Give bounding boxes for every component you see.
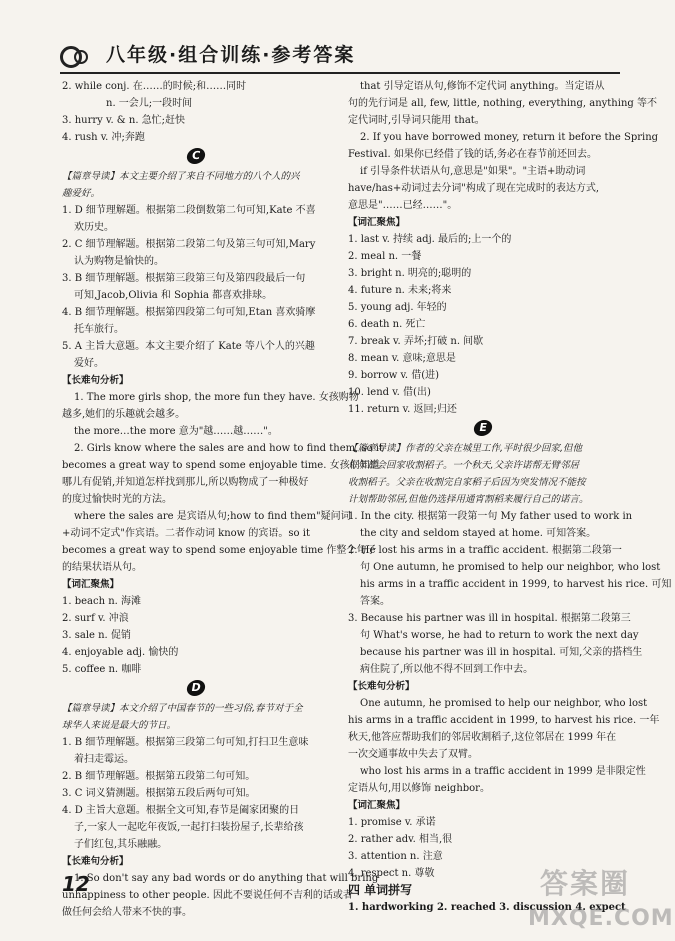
text-line: 4. respect n. 尊敬 (348, 868, 435, 879)
text-line: 每年都会回家收割稻子。一个秋天,父亲许诺帮无臂邻居 (348, 460, 580, 471)
section-heading: 【长难句分析】 (62, 856, 129, 867)
watermark-line2: MXQE.COM (528, 906, 674, 931)
section-heading: 【长难句分析】 (62, 375, 129, 386)
section-heading: 【词汇聚焦】 (348, 800, 406, 811)
text-line: 5. A 主旨大意题。本文主要介绍了 Kate 等八个人的兴趣 (62, 341, 315, 352)
text-line: One autumn, he promised to help our neighbor, who lost (360, 698, 648, 709)
text-line: 2. Girls know where the sales are and how to find them, so it (74, 443, 384, 454)
section-heading: 【长难句分析】 (348, 681, 415, 692)
text-line: if 引导条件状语从句,意思是"如果"。"主语+助动词 (360, 166, 586, 177)
text-line: 子们红包,其乐融融。 (74, 839, 168, 850)
text-line: 病住院了,所以他不得不回到工作中去。 (360, 664, 534, 675)
exercise-heading: 四 单词拼写 (348, 883, 413, 897)
text-line: who lost his arms in a traffic accident in 1999 是非限定性 (360, 766, 646, 777)
text-line: 的度过愉快时光的方法。 (62, 494, 172, 505)
text-line: 3. bright n. 明亮的;聪明的 (348, 268, 472, 279)
text-line: 5. young adj. 年轻的 (348, 302, 447, 313)
text-line: becomes a great way to spend some enjoyable time 作整个句子 (62, 545, 377, 556)
text-line: 4. rush v. 冲;奔跑 (62, 132, 145, 143)
page-header (60, 36, 620, 76)
text-line: 10. lend v. 借(出) (348, 387, 431, 398)
text-line: 趣爱好。 (62, 188, 101, 199)
text-line: 11. return v. 返回;归还 (348, 404, 457, 415)
text-line: 2. C 细节理解题。根据第二段第二句及第三句可知,Mary (62, 239, 316, 250)
passage-marker-label: C (186, 148, 207, 164)
text-line: Festival. 如果你已经借了钱的话,务必在春节前还回去。 (348, 149, 598, 160)
text-line: 意思是"……已经……"。 (348, 200, 458, 211)
text-line: 1. hardworking 2. reached 3. discussion 4. expect (348, 902, 626, 913)
text-line: 一次交通事故中失去了双臂。 (348, 749, 478, 760)
text-line: 句的先行词是 all, few, little, nothing, everything, anything 等不 (348, 98, 657, 109)
text-line: 3. sale n. 促销 (62, 630, 131, 641)
text-line: 球华人来说是最大的节日。 (62, 720, 177, 731)
text-line: 定代词时,引导词只能用 that。 (348, 115, 485, 126)
text-line: 【篇章导读】本文介绍了中国春节的一些习俗,春节对于全 (62, 703, 303, 714)
text-line: 爱好。 (74, 358, 104, 369)
passage-marker (62, 680, 330, 698)
text-line: 收割稻子。父亲在收割完自家稻子后因为突发情况不能按 (348, 477, 586, 488)
text-line: 【篇章导读】作者的父亲在城里工作,平时很少回家,但他 (348, 443, 583, 454)
text-line: 句 What's worse, he had to return to work the next day (360, 630, 639, 641)
page-number: 12 (62, 872, 90, 896)
text-line: 3. B 细节理解题。根据第三段第三句及第四段最后一句 (62, 273, 306, 284)
text-line: 句 One autumn, he promised to help our neighbor, who lost (360, 562, 661, 573)
section-heading: 【词汇聚焦】 (348, 217, 406, 228)
text-line: 答案。 (360, 596, 390, 607)
text-line: 5. coffee n. 咖啡 (62, 664, 142, 675)
text-line: 2. He lost his arms in a traffic accident. 根据第二段第一 (348, 545, 622, 556)
text-line: 着扫走霉运。 (74, 754, 134, 765)
text-line: 托车旅行。 (74, 324, 124, 335)
logo-ring-icon (74, 50, 88, 64)
passage-marker-label: E (473, 420, 494, 436)
passage-marker (348, 420, 618, 438)
text-line: 2. meal n. 一餐 (348, 251, 422, 262)
watermark (520, 858, 674, 938)
text-line: unhappiness to other people. 因此不要说任何不吉利的话或者 (62, 890, 353, 901)
text-line: 的结果状语从句。 (62, 562, 142, 573)
text-line: 1. last v. 持续 adj. 最后的;上一个的 (348, 234, 512, 245)
text-line: n. 一会儿;一段时间 (106, 98, 193, 109)
right-column (348, 78, 672, 916)
text-line: 2. surf v. 冲浪 (62, 613, 129, 624)
text-line: 3. hurry v. & n. 急忙;赶快 (62, 115, 186, 126)
text-line: 1. So don't say any bad words or do anything that will bring (74, 873, 379, 884)
text-line: 认为购物是愉快的。 (74, 256, 164, 267)
text-line: 欢历史。 (74, 222, 114, 233)
text-line: 3. attention n. 注意 (348, 851, 443, 862)
section-heading: 【词汇聚焦】 (62, 579, 120, 590)
watermark-line1: 答案圈 (540, 867, 631, 900)
text-line: 4. D 主旨大意题。根据全文可知,春节是阖家团聚的日 (62, 805, 300, 816)
text-line: have/has+动词过去分词"构成了现在完成时的表达方式, (348, 183, 600, 194)
text-line: 3. C 词义猜测题。根据第五段后两句可知。 (62, 788, 256, 799)
text-line: 2. If you have borrowed money, return it before the Spring (360, 132, 659, 143)
text-line: 6. death n. 死亡 (348, 319, 426, 330)
text-line: 7. break v. 弄坏;打破 n. 间歇 (348, 336, 484, 347)
text-line: where the sales are 是宾语从句;how to find them"疑问词 (74, 511, 351, 522)
passage-marker (62, 148, 330, 166)
text-line: 【篇章导读】本文主要介绍了来自不同地方的八个人的兴 (62, 171, 300, 182)
text-line: 2. B 细节理解题。根据第五段第二句可知。 (62, 771, 256, 782)
text-line: 秋天,他答应帮助我们的邻居收割稻子,这位邻居在 1999 年在 (348, 732, 617, 743)
text-line: 4. enjoyable adj. 愉快的 (62, 647, 179, 658)
text-line: 做任何会给人带来不快的事。 (62, 907, 192, 918)
text-line: 3. Because his partner was ill in hospital. 根据第二段第三 (348, 613, 631, 624)
text-line: 计划帮助邻居,但他仍选择用通宵割稻来履行自己的诺言。 (348, 494, 589, 505)
text-line: the more…the more 意为"越……越……"。 (74, 426, 278, 437)
text-line: 8. mean v. 意味;意思是 (348, 353, 456, 364)
text-line: 9. borrow v. 借(进) (348, 370, 440, 381)
passage-marker-label: D (186, 680, 207, 696)
text-line: 1. In the city. 根据第一段第一句 My father used to work in (348, 511, 633, 522)
text-line: 4. future n. 未来;将来 (348, 285, 452, 296)
text-line: 越多,她们的乐趣就会越多。 (62, 409, 186, 420)
text-line: 1. D 细节理解题。根据第二段倒数第二句可知,Kate 不喜 (62, 205, 316, 216)
header-title: 八年级·组合训练·参考答案 (106, 44, 356, 66)
text-line: his arms in a traffic accident in 1999, to harvest his rice. 可知 (360, 579, 672, 590)
text-line: 子,一家人一起吃年夜饭,一起打扫装扮屋子,长辈给孩 (74, 822, 304, 833)
text-line: 2. while conj. 在……的时候;和……同时 (62, 81, 247, 92)
text-line: 哪儿有促销,并知道怎样找到那儿,所以购物成了一种极好 (62, 477, 309, 488)
header-divider (60, 72, 620, 74)
text-line: 4. B 细节理解题。根据第四段第二句可知,Etan 喜欢骑摩 (62, 307, 316, 318)
text-line: 1. The more girls shop, the more fun they have. 女孩购物 (74, 392, 359, 403)
text-line: 1. promise v. 承诺 (348, 817, 436, 828)
text-line: 定语从句,用以修饰 neighbor。 (348, 783, 490, 794)
text-line: that 引导定语从句,修饰不定代词 anything。当定语从 (360, 81, 605, 92)
text-line: the city and seldom stayed at home. 可知答案。 (360, 528, 597, 539)
text-line: +动词不定式"作宾语。二者作动词 know 的宾语。so it (62, 528, 310, 539)
text-line: 2. rather adv. 相当,很 (348, 834, 453, 845)
text-line: 可知,Jacob,Olivia 和 Sophia 都喜欢排球。 (74, 290, 273, 301)
text-line: becomes a great way to spend some enjoyable time. 女孩们知道 (62, 460, 380, 471)
text-line: 1. B 细节理解题。根据第三段第二句可知,打扫卫生意味 (62, 737, 309, 748)
text-line: because his partner was ill in hospital. 可知,父亲的搭档生 (360, 647, 643, 658)
text-line: 1. beach n. 海滩 (62, 596, 142, 607)
text-line: his arms in a traffic accident in 1999, to harvest his rice. 一年 (348, 715, 660, 726)
